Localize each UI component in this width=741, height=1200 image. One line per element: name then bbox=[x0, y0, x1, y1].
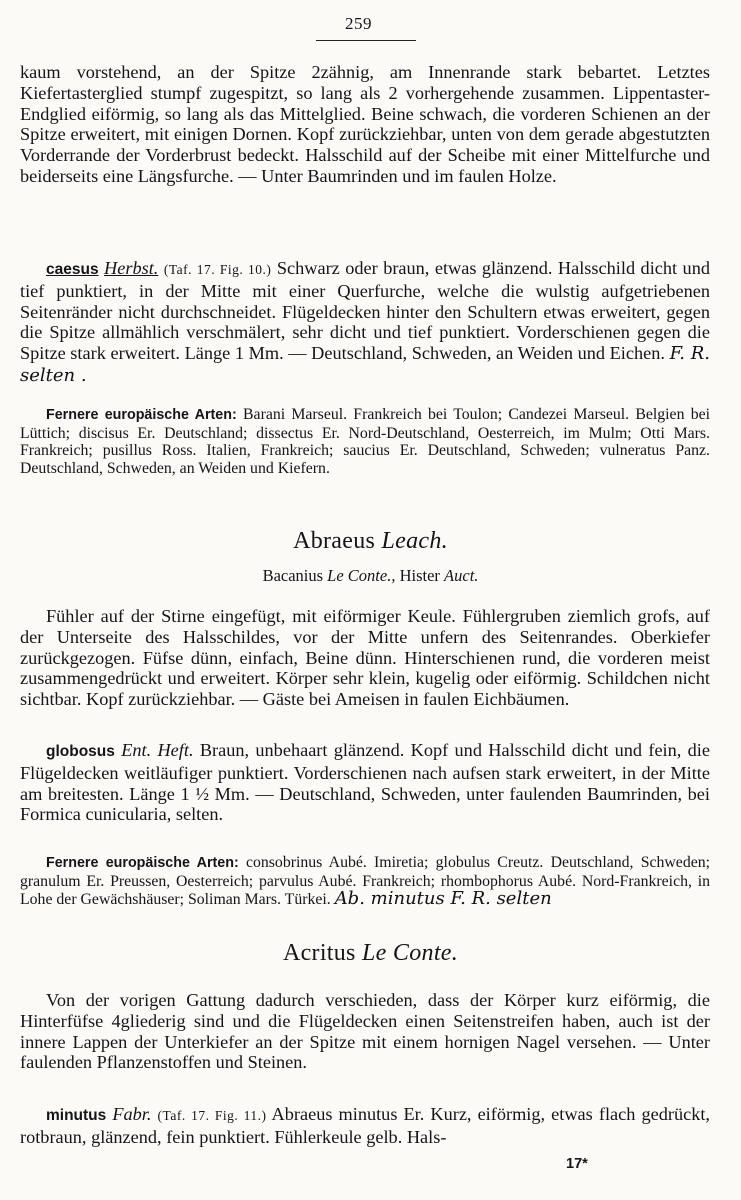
header-rule bbox=[316, 40, 416, 41]
other-species-paragraph bbox=[20, 406, 710, 477]
other-species-text: Barani Marseul. Frankreich bei Toulon; Candezei Marseul. Belgien bei Lüttich; discisus Er. Deutschland; dissectus Er. Nord-Deutschland, Oesterreich, im Mulm; Otti Mars. Frankreich; pusillus Ross. Italien, Frankreich; saucius Er. Deutschland, Schweden; vulneratus Panz. Deutschland, Schweden, an Weiden und Kiefern. bbox=[20, 406, 711, 477]
species-entry-caesus bbox=[20, 258, 710, 387]
other-species-text: consobrinus Aubé. Imiretia; globulus Creutz. Deutschland, Schweden; granulum Er. Preussen, Oesterreich; parvulus Aubé. Frankreich; rhombophorus Aubé. Nord-Frankreich, in Lohe der Gewächshäuser; Soliman Mars. Türkei. bbox=[20, 854, 711, 908]
genus-heading-abraeus bbox=[0, 528, 741, 555]
genus-description: Von der vorigen Gattung dadurch verschieden, dass der Körper kurz eiförmig, die Hinterfüfse 4gliederig sind und die Flügeldecken einen Seitenstreifen haben, auch ist der innere Lappen der Unterkiefer an der Spitze mit einem hornigen Nagel versehen. — Unter faulenden Pflanzenstoffen und Steinen. bbox=[20, 990, 710, 1073]
page-number: 259 bbox=[345, 14, 372, 33]
species-description: Schwarz oder braun, etwas glänzend. Halsschild dicht und tief punktiert, in der Mitte mit einer Querfurche, welche die wulstig aufgetriebenen Seitenränder nicht durchschneidet. Flügeldecken hinter den Schultern etwas erweitert, gegen die Spitze allmählich verschmälert, sehr dicht und tief punktiert. Vorderschienen gegen die Spitze stark erweitert. Länge 1 Mm. — Deutschland, Schweden, an Weiden und Eichen. bbox=[20, 258, 710, 364]
species-entry-globosus bbox=[20, 740, 710, 825]
species-paragraph bbox=[20, 1104, 710, 1148]
species-author: Ent. Heft. bbox=[121, 740, 194, 760]
continuation-paragraph bbox=[20, 62, 710, 187]
handwritten-annotation: Ab. minutus F. R. selten bbox=[334, 888, 552, 909]
other-species-label: Fernere europäische Arten: bbox=[46, 407, 237, 423]
species-author: Herbst. bbox=[104, 258, 159, 278]
genus-author: Leach. bbox=[381, 528, 448, 554]
other-species-list-2 bbox=[20, 854, 710, 909]
genus-description-acritus bbox=[20, 990, 710, 1073]
signature-mark: 17* bbox=[566, 1156, 588, 1172]
species-entry-minutus bbox=[20, 1104, 710, 1148]
species-description: Abraeus minutus Er. Kurz, eiförmig, etwas flach gedrückt, rotbraun, glänzend, fein punktiert. Fühlerkeule gelb. Hals- bbox=[20, 1104, 710, 1147]
species-name: caesus bbox=[46, 261, 99, 278]
genus-synonyms bbox=[0, 566, 741, 586]
synonym-name: Bacanius bbox=[262, 566, 324, 585]
other-species-paragraph bbox=[20, 854, 710, 909]
species-name: globosus bbox=[46, 743, 115, 760]
species-author: Fabr. bbox=[112, 1104, 152, 1124]
genus-author: Le Conte. bbox=[362, 940, 459, 966]
genus-name: Abraeus bbox=[293, 528, 376, 554]
other-species-label: Fernere europäische Arten: bbox=[46, 855, 239, 871]
genus-description: Fühler auf der Stirne eingefügt, mit eiförmiger Keule. Fühlergruben ziemlich grofs, auf der Unterseite des Halsschildes, vor der Mitte unfern des Seitenrandes. Oberkiefer zurückgezogen. Füfse dünn, einfach, Beine dünn. Hinterschienen rund, die vorderen meist zusammengedrückt und erweitert. Körper sehr klein, kugelig oder eiförmig. Schildchen nicht sichtbar. Kopf zurückziehbar. — Gäste bei Ameisen in faulen Eichbäumen. bbox=[20, 606, 710, 710]
genus-heading-acritus bbox=[0, 940, 741, 967]
other-species-list-1 bbox=[20, 406, 710, 477]
species-paragraph bbox=[20, 258, 710, 387]
continuation-text: kaum vorstehend, an der Spitze 2zähnig, am Innenrande stark bebartet. Letztes Kiefertasterglied stumpf zugespitzt, so lang als 2 vorhergehende zusammen. Lippentaster-Endglied eiförmig, so lang als das Mittelglied. Beine schwach, die vorderen Schienen an der Spitze erweitert, mit einigen Dornen. Kopf zurückziehbar, unten von dem gerade abgestutzten Vorderrande der Vorderbrust bedeckt. Halsschild auf der Scheibe mit einer Mittelfurche und beiderseits eine Längsfurche. — Unter Baumrinden und im faulen Holze. bbox=[20, 62, 710, 186]
synonym-author: Le Conte., bbox=[327, 566, 396, 585]
species-name: minutus bbox=[46, 1107, 107, 1124]
genus-name: Acritus bbox=[282, 940, 356, 966]
plate-reference: (Taf. 17. Fig. 10.) bbox=[163, 262, 272, 277]
species-description: Braun, unbehaart glänzend. Kopf und Halsschild dicht und fein, die Flügeldecken weitläufiger punktiert. Vorderschienen nach aufsen stark erweitert, in der Mitte am breitesten. Länge 1 ½ Mm. — Deutschland, Schweden, unter faulenden Baumrinden, bei Formica cunicularia, selten. bbox=[20, 740, 710, 825]
handwritten-annotation: F. R. selten . bbox=[20, 343, 711, 386]
synonym-author: Auct. bbox=[444, 566, 479, 585]
species-paragraph bbox=[20, 740, 710, 825]
genus-description-abraeus bbox=[20, 606, 710, 710]
synonym-name: Hister bbox=[399, 566, 440, 585]
plate-reference: (Taf. 17. Fig. 11.) bbox=[157, 1108, 267, 1123]
